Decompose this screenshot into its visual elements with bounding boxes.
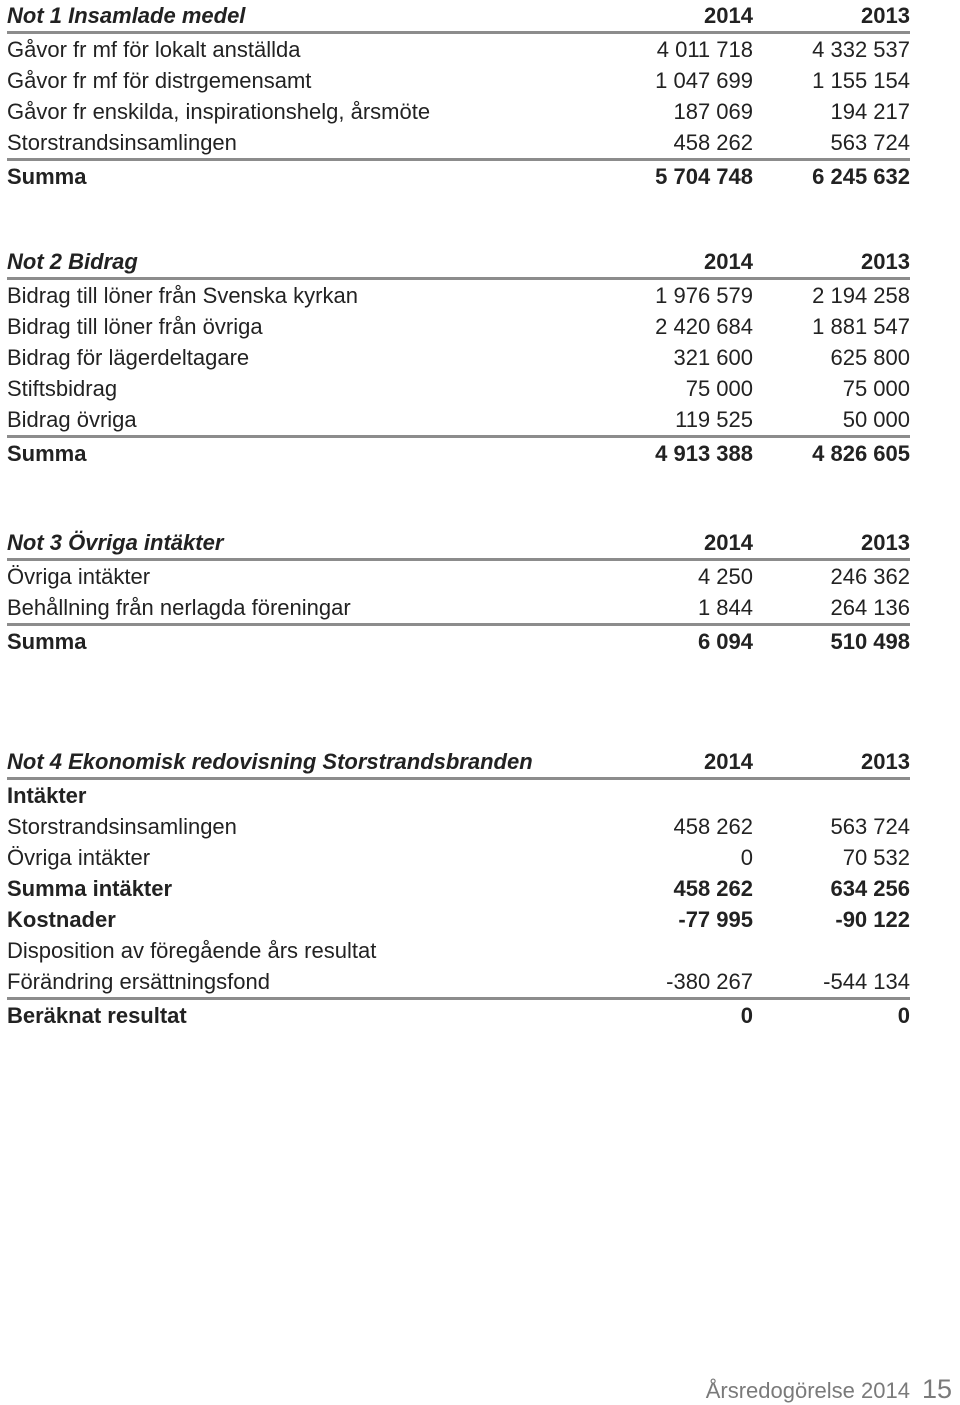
value-2013: 2 194 258 [812, 283, 910, 308]
value-2014: 458 262 [673, 814, 753, 839]
value-2013 [753, 779, 910, 812]
note-title: Not 4 Ekonomisk redovisning Storstrandsbranden [7, 746, 620, 779]
column-year-2013: 2013 [753, 0, 910, 33]
value-2013: 264 136 [830, 595, 910, 620]
value-2013: 70 532 [842, 845, 910, 870]
value-2013: 4 826 605 [753, 437, 910, 470]
note-title: Not 1 Insamlade medel [7, 0, 620, 33]
table-row [7, 279, 910, 312]
row-label: Summa [7, 625, 620, 658]
table-row [7, 966, 910, 999]
value-2014: 2 420 684 [655, 314, 753, 339]
value-2013: 563 724 [830, 814, 910, 839]
column-year-2013: 2013 [753, 527, 910, 560]
value-2014: -77 995 [678, 907, 753, 932]
row-label: Gåvor fr enskilda, inspirationshelg, årsmöte [7, 99, 431, 124]
row-label: Intäkter [7, 783, 87, 808]
document-title: Årsredogörelse 2014 [705, 1378, 910, 1403]
section-heading-row [7, 779, 910, 812]
value-2013: 246 362 [830, 564, 910, 589]
table-row [7, 342, 910, 373]
section-heading-row [7, 904, 910, 935]
value-2013: 634 256 [830, 876, 910, 901]
page-number: 15 [921, 1374, 952, 1404]
row-label: Förändring ersättningsfond [7, 969, 270, 994]
value-2014: -380 267 [666, 969, 753, 994]
note-2-bidrag-table [7, 246, 910, 469]
sum-row [7, 437, 910, 470]
value-2013 [753, 935, 910, 966]
value-2013: 6 245 632 [753, 160, 910, 193]
note-title: Not 2 Bidrag [7, 246, 620, 279]
column-year-2014: 2014 [620, 246, 753, 279]
note-title: Not 3 Övriga intäkter [7, 527, 620, 560]
result-row [7, 999, 910, 1032]
value-2013: 563 724 [830, 130, 910, 155]
row-label: Övriga intäkter [7, 564, 151, 589]
value-2014: 4 250 [697, 564, 753, 589]
row-label: Gåvor fr mf för lokalt anställda [7, 37, 301, 62]
value-2013: 0 [753, 999, 910, 1032]
value-2014: 75 000 [685, 376, 753, 401]
note-1-insamlade-medel-table [7, 0, 910, 192]
table-row [7, 127, 910, 160]
table-row [7, 811, 910, 842]
note-3-ovriga-intakter-table [7, 527, 910, 657]
value-2014: 4 913 388 [620, 437, 753, 470]
row-label: Bidrag övriga [7, 407, 137, 432]
value-2014: 5 704 748 [620, 160, 753, 193]
row-label: Disposition av föregående års resultat [7, 938, 377, 963]
row-label: Storstrandsinsamlingen [7, 130, 237, 155]
row-label: Storstrandsinsamlingen [7, 814, 237, 839]
value-2013: -90 122 [835, 907, 910, 932]
column-year-2014: 2014 [620, 527, 753, 560]
value-2014: 1 047 699 [655, 68, 753, 93]
table-row [7, 592, 910, 625]
note-4-storstrandsbranden-table [7, 746, 910, 1031]
sum-row [7, 625, 910, 658]
value-2014: 1 844 [697, 595, 753, 620]
table-header-row [7, 0, 910, 33]
table-row [7, 311, 910, 342]
value-2014: 458 262 [673, 876, 753, 901]
table-row [7, 96, 910, 127]
value-2014: 187 069 [673, 99, 753, 124]
table-row [7, 373, 910, 404]
column-year-2013: 2013 [753, 746, 910, 779]
row-label: Gåvor fr mf för distrgemensamt [7, 68, 312, 93]
row-label: Bidrag till löner från övriga [7, 314, 263, 339]
value-2013: 194 217 [830, 99, 910, 124]
value-2013: 50 000 [842, 407, 910, 432]
value-2013: 1 155 154 [812, 68, 910, 93]
row-label: Summa [7, 160, 620, 193]
sum-row [7, 873, 910, 904]
value-2014 [620, 779, 753, 812]
value-2014: 1 976 579 [655, 283, 753, 308]
column-year-2013: 2013 [753, 246, 910, 279]
table-row [7, 935, 910, 966]
row-label: Kostnader [7, 907, 116, 932]
sum-row [7, 160, 910, 193]
table-row [7, 842, 910, 873]
value-2014: 321 600 [673, 345, 753, 370]
row-label: Övriga intäkter [7, 845, 151, 870]
value-2013: 75 000 [842, 376, 910, 401]
table-header-row [7, 527, 910, 560]
value-2014: 119 525 [675, 407, 753, 432]
value-2013: 510 498 [753, 625, 910, 658]
value-2014: 4 011 718 [656, 37, 753, 62]
row-label: Beräknat resultat [7, 999, 620, 1032]
value-2013: 1 881 547 [812, 314, 910, 339]
row-label: Bidrag till löner från Svenska kyrkan [7, 283, 358, 308]
value-2013: 4 332 537 [812, 37, 910, 62]
column-year-2014: 2014 [620, 0, 753, 33]
table-row [7, 560, 910, 593]
value-2014: 6 094 [620, 625, 753, 658]
row-label: Summa [7, 437, 620, 470]
table-row [7, 65, 910, 96]
table-header-row [7, 746, 910, 779]
page-footer [706, 1374, 952, 1404]
value-2013: -544 134 [823, 969, 910, 994]
row-label: Summa intäkter [7, 876, 173, 901]
row-label: Stiftsbidrag [7, 376, 118, 401]
value-2014: 0 [740, 845, 753, 870]
table-row [7, 404, 910, 437]
row-label: Behållning från nerlagda föreningar [7, 595, 351, 620]
table-row [7, 33, 910, 66]
value-2013: 625 800 [830, 345, 910, 370]
value-2014: 458 262 [673, 130, 753, 155]
column-year-2014: 2014 [620, 746, 753, 779]
value-2014: 0 [620, 999, 753, 1032]
row-label: Bidrag för lägerdeltagare [7, 345, 250, 370]
value-2014 [620, 935, 753, 966]
table-header-row [7, 246, 910, 279]
